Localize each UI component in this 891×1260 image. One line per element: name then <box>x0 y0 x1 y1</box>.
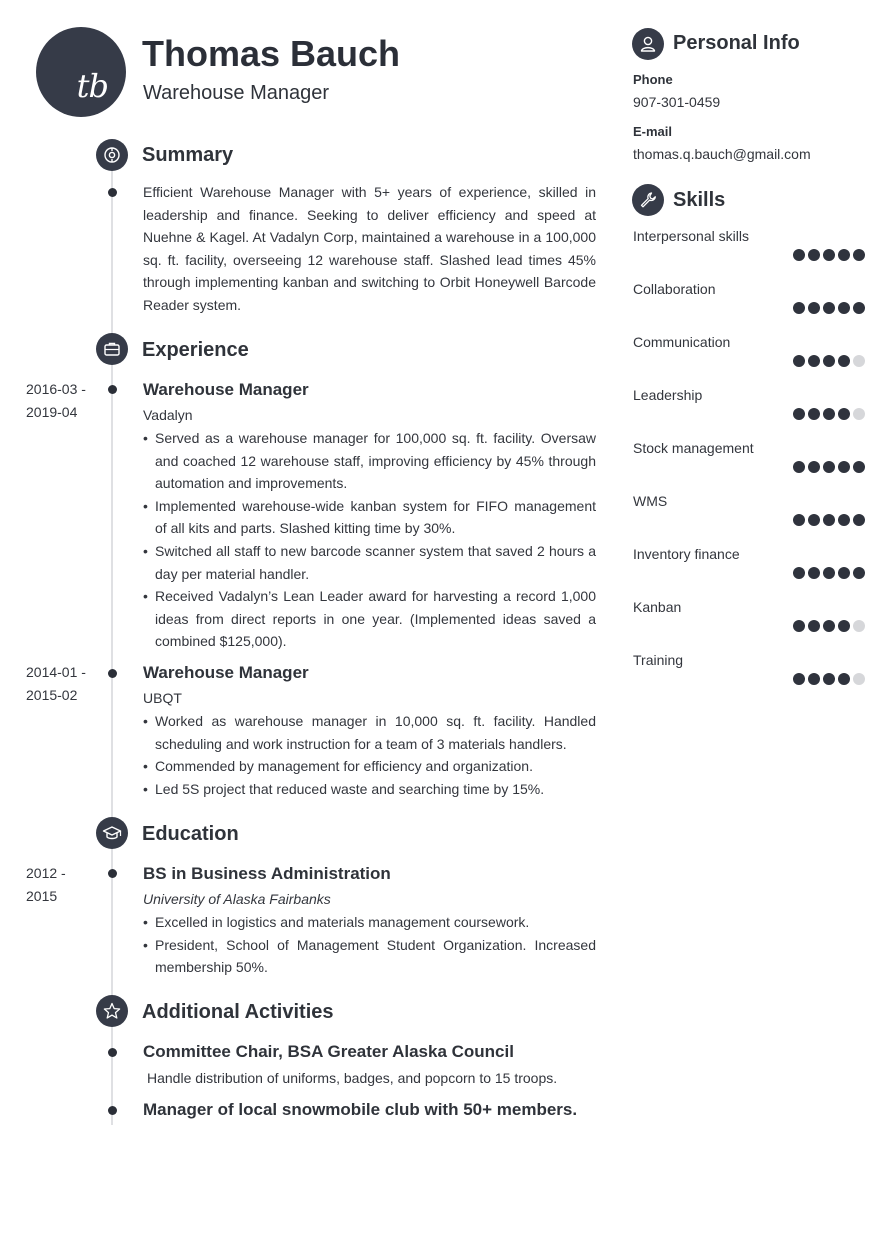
rating-dot-filled <box>838 461 850 473</box>
wrench-icon <box>632 184 664 216</box>
edu-bullets <box>143 911 596 979</box>
rating-dot-filled <box>793 461 805 473</box>
phone-label: Phone <box>633 72 673 87</box>
activity-title: Committee Chair, BSA Greater Alaska Council <box>143 1042 514 1061</box>
rating-dot-empty <box>853 620 865 632</box>
rating-dot-filled <box>793 673 805 685</box>
graduation-cap-icon <box>96 817 128 849</box>
rating-dot-filled <box>793 567 805 579</box>
skill-name: Communication <box>633 334 731 350</box>
job-bullet: • Received Vadalyn’s Lean Leader award for harvesting a record 1,000 ideas from direct reports in one year. (Implemented ideas saved a combined $125,000). <box>143 585 596 653</box>
candidate-name: Thomas Bauch <box>142 33 401 74</box>
job-date-end: 2019-04 <box>26 404 78 420</box>
rating-dot-filled <box>838 514 850 526</box>
skill-rating <box>793 355 865 367</box>
rating-dot-filled <box>838 302 850 314</box>
skill-item <box>633 493 865 546</box>
rating-dot-filled <box>808 302 820 314</box>
rating-dot-filled <box>793 408 805 420</box>
skill-item <box>633 281 865 334</box>
rating-dot-filled <box>793 620 805 632</box>
timeline-dot <box>108 869 117 878</box>
rating-dot-filled <box>853 249 865 261</box>
job-date-start: 2016-03 - <box>26 381 86 397</box>
skill-item <box>633 440 865 493</box>
edu-date-start: 2012 - <box>26 865 66 881</box>
rating-dot-filled <box>808 620 820 632</box>
job-date-start: 2014-01 - <box>26 664 86 680</box>
summary-icon <box>96 139 128 171</box>
skill-item <box>633 652 865 705</box>
rating-dot-filled <box>838 355 850 367</box>
job-bullet: • Commended by management for efficiency and organization. <box>143 755 596 778</box>
skill-name: Interpersonal skills <box>633 228 749 244</box>
skill-rating <box>793 461 865 473</box>
skill-name: Leadership <box>633 387 703 403</box>
job-bullets <box>143 427 596 653</box>
education-heading: Education <box>142 823 239 845</box>
skill-name: Training <box>633 652 684 668</box>
skill-item <box>633 546 865 599</box>
job-company: UBQT <box>143 690 182 706</box>
star-icon <box>96 995 128 1027</box>
rating-dot-filled <box>823 461 835 473</box>
rating-dot-filled <box>793 302 805 314</box>
rating-dot-filled <box>838 567 850 579</box>
edu-degree: BS in Business Administration <box>143 864 391 883</box>
skill-item <box>633 228 865 281</box>
job-bullet: • Served as a warehouse manager for 100,000 sq. ft. facility. Oversaw and coached 12 warehouse staff, improving efficiency by 45% through automation and improvements. <box>143 427 596 495</box>
activity-title: Manager of local snowmobile club with 50+ members. <box>143 1100 578 1119</box>
rating-dot-filled <box>823 673 835 685</box>
rating-dot-filled <box>808 567 820 579</box>
phone-value: 907-301-0459 <box>633 94 721 110</box>
skills-heading: Skills <box>673 189 726 211</box>
candidate-title: Warehouse Manager <box>143 82 330 104</box>
skill-rating <box>793 620 865 632</box>
rating-dot-filled <box>838 620 850 632</box>
skill-name: Stock management <box>633 440 754 456</box>
job-company: Vadalyn <box>143 407 193 423</box>
rating-dot-filled <box>838 673 850 685</box>
edu-date-end: 2015 <box>26 888 58 904</box>
rating-dot-filled <box>838 249 850 261</box>
rating-dot-filled <box>808 249 820 261</box>
job-bullet: • Led 5S project that reduced waste and searching time by 15%. <box>143 778 596 801</box>
rating-dot-filled <box>853 567 865 579</box>
edu-school: University of Alaska Fairbanks <box>143 891 331 907</box>
timeline-dot <box>108 188 117 197</box>
job-title: Warehouse Manager <box>143 380 309 399</box>
rating-dot-filled <box>823 620 835 632</box>
rating-dot-filled <box>853 461 865 473</box>
skill-rating <box>793 302 865 314</box>
rating-dot-filled <box>808 461 820 473</box>
experience-heading: Experience <box>142 339 249 361</box>
person-icon <box>632 28 664 60</box>
rating-dot-filled <box>808 355 820 367</box>
skill-rating <box>793 673 865 685</box>
rating-dot-filled <box>793 355 805 367</box>
activity-desc: Handle distribution of uniforms, badges, and popcorn to 15 troops. <box>147 1070 558 1086</box>
rating-dot-empty <box>853 673 865 685</box>
skill-name: Inventory finance <box>633 546 740 562</box>
personal-info-heading: Personal Info <box>673 32 800 54</box>
skill-item <box>633 387 865 440</box>
rating-dot-filled <box>823 302 835 314</box>
timeline-line <box>111 155 113 1125</box>
skill-name: Collaboration <box>633 281 716 297</box>
rating-dot-empty <box>853 408 865 420</box>
job-bullets <box>143 710 596 800</box>
summary-text: Efficient Warehouse Manager with 5+ years of experience, skilled in leadership and finance. Seeking to deliver efficiency and speed at Nuehne & Kagel. At Vadalyn Corp, maintained a warehouse in a 100,000 sq. ft. facility, overseeing 12 warehouse staff. Slashed lead times 45% through implementing kanban and switching to Orbit Honeywell Barcode Reader system. <box>143 184 596 313</box>
summary-heading: Summary <box>142 144 234 166</box>
rating-dot-filled <box>808 673 820 685</box>
job-bullet: • Switched all staff to new barcode scanner system that saved 2 hours a day per material handler. <box>143 540 596 585</box>
skill-rating <box>793 249 865 261</box>
rating-dot-empty <box>853 355 865 367</box>
job-date-end: 2015-02 <box>26 687 78 703</box>
rating-dot-filled <box>808 408 820 420</box>
rating-dot-filled <box>823 567 835 579</box>
rating-dot-filled <box>808 514 820 526</box>
skill-rating <box>793 408 865 420</box>
timeline-dot <box>108 669 117 678</box>
rating-dot-filled <box>793 249 805 261</box>
rating-dot-filled <box>838 408 850 420</box>
timeline-dot <box>108 385 117 394</box>
skill-name: WMS <box>633 493 668 509</box>
skill-item <box>633 334 865 387</box>
email-value: thomas.q.bauch@gmail.com <box>633 146 811 162</box>
timeline-dot <box>108 1106 117 1115</box>
rating-dot-filled <box>823 355 835 367</box>
job-title: Warehouse Manager <box>143 663 309 682</box>
rating-dot-filled <box>853 302 865 314</box>
skill-rating <box>793 567 865 579</box>
edu-bullet: • Excelled in logistics and materials management coursework. <box>143 911 596 934</box>
briefcase-icon <box>96 333 128 365</box>
skill-name: Kanban <box>633 599 682 615</box>
rating-dot-filled <box>823 514 835 526</box>
edu-bullet: • President, School of Management Student Organization. Increased membership 50%. <box>143 934 596 979</box>
email-label: E-mail <box>633 124 673 139</box>
skill-item <box>633 599 865 652</box>
rating-dot-filled <box>853 514 865 526</box>
timeline-dot <box>108 1048 117 1057</box>
rating-dot-filled <box>823 408 835 420</box>
monogram-initials: tb <box>76 67 108 105</box>
job-bullet: • Worked as warehouse manager in 10,000 sq. ft. facility. Handled scheduling and work instruction for a team of 3 materials handlers. <box>143 710 596 755</box>
activities-heading: Additional Activities <box>142 1001 334 1023</box>
job-bullet: • Implemented warehouse-wide kanban system for FIFO management of all kits and parts. Slashed kitting time by 30%. <box>143 495 596 540</box>
rating-dot-filled <box>823 249 835 261</box>
monogram-avatar <box>36 27 126 117</box>
rating-dot-filled <box>793 514 805 526</box>
skill-rating <box>793 514 865 526</box>
